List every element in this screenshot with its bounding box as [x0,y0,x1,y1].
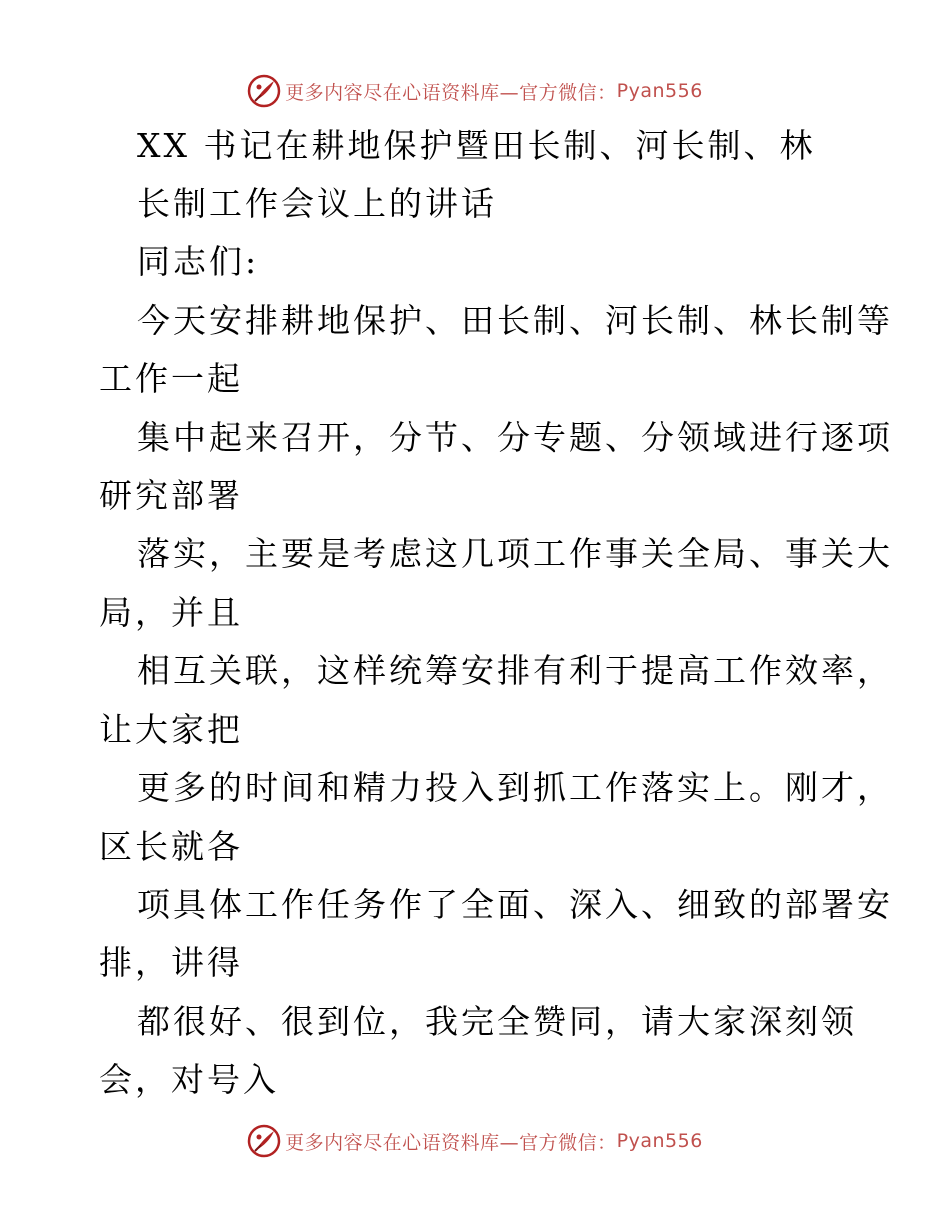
watermark-banner-bottom [0,1121,950,1161]
quill-logo-icon [247,1124,281,1158]
quill-logo-icon [247,74,281,108]
paragraph-line: 让大家把 [99,710,243,749]
watermark-text: 更多内容尽在心语资料库—官方微信： [285,81,617,104]
paragraph-line: 会，对号入 [99,1060,279,1099]
title-line-1: XX 书记在耕地保护暨田长制、河长制、林 [137,126,816,165]
paragraph-line: 今天安排耕地保护、田长制、河长制、林长制等 [137,301,893,340]
watermark-banner-top [0,71,950,111]
paragraph-line: 落实，主要是考虑这几项工作事关全局、事关大 [137,534,893,573]
paragraph-line: 更多的时间和精力投入到抓工作落实上。刚才， [137,768,893,807]
paragraph-line: 相互关联，这样统筹安排有利于提高工作效率， [137,651,893,690]
paragraph-line: 排，讲得 [99,943,243,982]
watermark-content [247,1124,703,1158]
watermark-text: 更多内容尽在心语资料库—官方微信： [285,1131,617,1154]
paragraph-line: 都很好、很到位，我完全赞同，请大家深刻领 [137,1002,857,1041]
salutation: 同志们: [137,242,260,281]
paragraph-line: 研究部署 [99,476,243,515]
watermark-account: Pyan556 [616,1130,703,1152]
watermark-account: Pyan556 [616,80,703,102]
paragraph-line: 区长就各 [99,827,243,866]
paragraph-line: 局，并且 [99,593,243,632]
paragraph-line: 工作一起 [99,359,243,398]
paragraph-line: 项具体工作任务作了全面、深入、细致的部署安 [137,885,893,924]
title-line-2: 长制工作会议上的讲话 [137,184,497,223]
watermark-content [247,74,703,108]
paragraph-line: 集中起来召开，分节、分专题、分领域进行逐项 [137,418,893,457]
